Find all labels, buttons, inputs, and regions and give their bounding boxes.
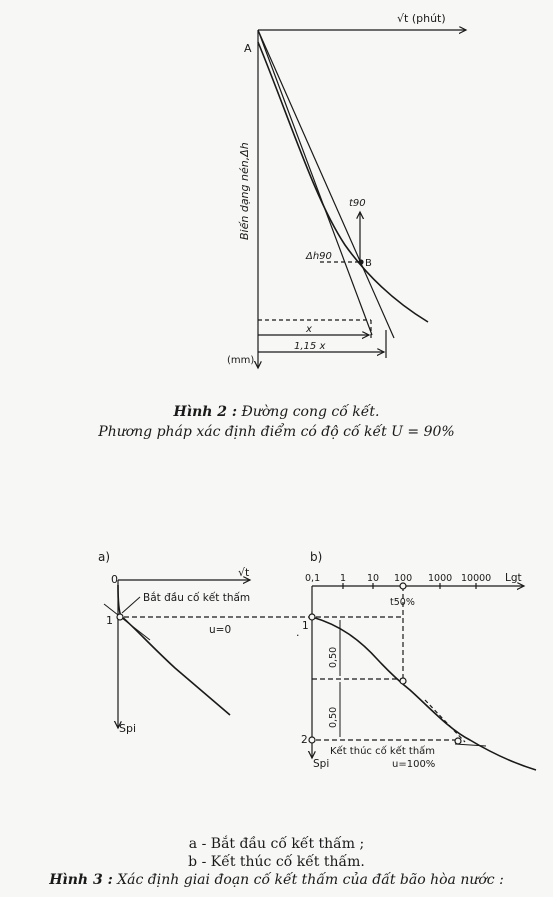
fig3b-end-label: Kết thúc cố kết thấm [330, 746, 436, 757]
fig3b-point-2: 2 [301, 734, 308, 746]
fig3b-asymptote-dashed [425, 700, 465, 742]
fig3b-end-tangent [455, 744, 486, 746]
fig2-unit-label: (mm) [227, 355, 255, 366]
fig2-caption-text: Đường cong cố kết. [241, 404, 380, 420]
fig3a-u0-label: u=0 [209, 624, 232, 636]
fig3b-tick-2: 10 [367, 573, 380, 584]
fig2-axis-left-label: Biến dạng nén,Δh [238, 142, 251, 240]
figure-3b [309, 583, 536, 770]
fig2-115x-label: 1,15 x [294, 341, 326, 352]
fig3b-tick-5: 10000 [461, 573, 492, 584]
fig3-caption-title [0, 872, 553, 888]
fig3b-t50-label: t50% [390, 597, 415, 608]
fig2-caption-sub: Phương pháp xác định điểm có độ cố kết U = 90% [98, 424, 455, 440]
fig3b-end-marker [455, 738, 461, 744]
fig2-point-b-marker [359, 260, 363, 264]
fig3-caption-line-b: b - Kết thúc cố kết thấm. [188, 854, 365, 870]
fig3b-u100-label: u=100% [392, 759, 436, 770]
fig3b-tick-1: 1 [340, 573, 347, 584]
fig3b-half2: 0,50 [328, 706, 339, 728]
fig3-caption-number: Hình 3 : [49, 872, 113, 888]
fig3a-panel-label: a) [98, 550, 111, 564]
fig2-tangent-line [258, 30, 372, 335]
fig2-consolidation-curve [258, 42, 428, 322]
fig3b-mid-marker [400, 678, 406, 684]
fig2-point-b: B [365, 258, 372, 269]
fig3b-axis-x: Lgt [505, 572, 522, 584]
fig2-x-label: x [306, 324, 312, 335]
fig2-caption-title [0, 404, 553, 420]
fig3a-point-1: 1 [106, 614, 113, 627]
fig3b-point-2-marker [309, 737, 315, 743]
fig2-t90-label: t90 [349, 198, 366, 209]
fig3a-axis-y: Spi [119, 722, 137, 735]
fig3b-half1: 0,50 [328, 646, 339, 668]
fig2-tangent-115-line [258, 30, 394, 338]
fig3a-pointer-line [122, 597, 140, 613]
fig3b-tick-4: 1000 [428, 573, 453, 584]
fig2-point-a: A [244, 42, 252, 55]
fig2-caption-number: Hình 2 : [173, 404, 238, 420]
fig3b-point-1: 1 [302, 620, 309, 632]
fig3a-curve [118, 585, 230, 715]
fig3-caption-line-a: a - Bắt đầu cố kết thấm ; [188, 836, 365, 852]
fig3-caption-text: Xác định giai đoạn cố kết thấm của đất bão hòa nước : [117, 872, 504, 888]
fig3a-start-label: Bắt đầu cố kết thấm [143, 592, 251, 604]
fig3b-tick-3: 100 [394, 573, 413, 584]
stray-dot: . [296, 626, 300, 639]
fig2-axis-top-label: √t (phút) [397, 12, 446, 25]
fig3b-axis-y: Spi [313, 758, 330, 770]
fig3b-point-1-marker [309, 614, 315, 620]
fig3b-tick-0: 0,1 [305, 573, 321, 584]
fig3b-panel-label: b) [310, 550, 323, 564]
fig3a-origin: 0 [111, 573, 118, 586]
fig2-dh90-label: Δh90 [306, 251, 332, 262]
fig3a-point-1-marker [117, 614, 123, 620]
fig3a-axis-x: √t [238, 566, 250, 579]
